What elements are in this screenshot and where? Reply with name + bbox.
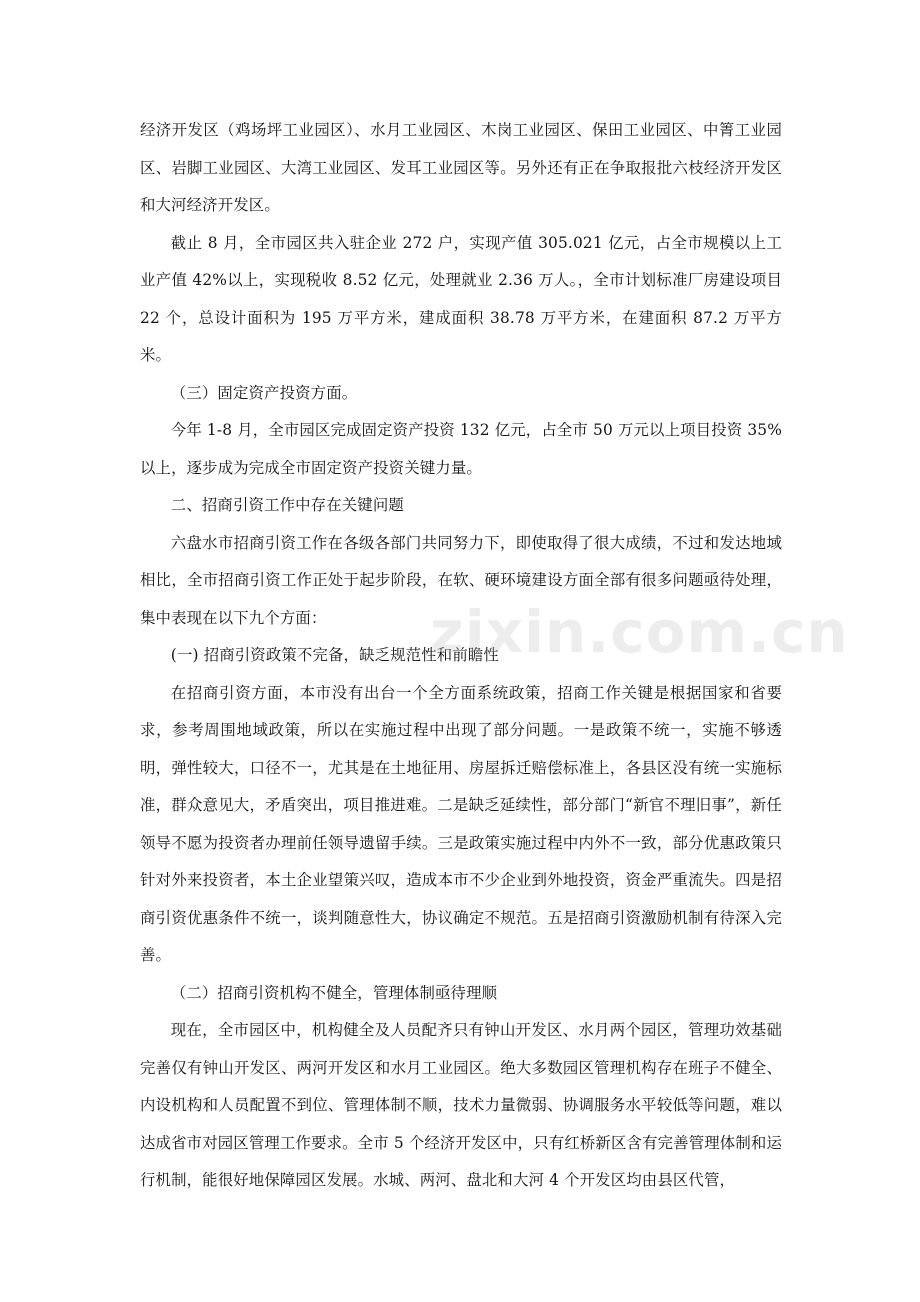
paragraph-fixed-asset-investment: 今年 1-8 月，全市园区完成固定资产投资 132 亿元，占全市 50 万元以上项目投资 35%以上，逐步成为完成全市固定资产投资关键力量。 xyxy=(140,421,782,477)
watermark-text: zixin.com.cn xyxy=(430,598,849,666)
paragraph-development-zones: 经济开发区（鸡场坪工业园区）、水月工业园区、木岗工业园区、保田工业园区、中箐工业园区、岩脚工业园区、大湾工业园区、发耳工业园区等。另外还有正在争取报批六枝经济开发区和大河经济开发区。 xyxy=(140,121,782,214)
heading-fixed-asset-investment: （三）固定资产投资方面。 xyxy=(170,383,358,402)
paragraph-problems-intro: 六盘水市招商引资工作在各级各部门共同努力下，即使取得了很大成绩，不过和发达地域相比，全市招商引资工作正处于起步阶段，在软、硬环境建设方面全部有很多问题亟待处理，集中表现在以下九个方面： xyxy=(140,533,782,627)
heading-institution-incomplete: （二）招商引资机构不健全，管理体制亟待理顺 xyxy=(170,983,498,1002)
heading-policy-incomplete: (一) 招商引资政策不完备，缺乏规范性和前瞻性 xyxy=(170,646,499,664)
paragraph-august-statistics: 截止 8 月，全市园区共入驻企业 272 户，实现产值 305.021 亿元，占全市规模以上工业产值 42%以上，实现税收 8.52 亿元，处理就业 2.36 万人。，全市计划标准厂房建设项目 22 个，总设计面积为 195 万平方米，建成面积 38.78 万平方米，在建面积 87.2 万平方米。 xyxy=(140,233,782,364)
paragraph-policy-issues: 在招商引资方面，本市没有出台一个全方面系统政策，招商工作关键是根据国家和省要求，参考周围地域政策，所以在实施过程中出现了部分问题。一是政策不统一，实施不够透明，弹性较大，口径不一，尤其是在土地征用、房屋拆迁赔偿标准上，各县区没有统一实施标准，群众意见大，矛盾突出，项目推进难。二是缺乏延续性，部分部门“新官不理旧事”，新任领导不愿为投资者办理前任领导遗留手续。三是政策实施过程中内外不一致，部分优惠政策只针对外来投资者，本土企业望策兴叹，造成本市不少企业到外地投资，资金严重流失。四是招商引资优惠条件不统一，谈判随意性大，协议确定不规范。五是招商引资激励机制有待深入完善。 xyxy=(140,683,782,964)
paragraph-institution-issues: 现在，全市园区中，机构健全及人员配齐只有钟山开发区、水月两个园区，管理功效基础完善仅有钟山开发区、两河开发区和水月工业园区。绝大多数园区管理机构存在班子不健全、内设机构和人员配置不到位、管理体制不顺，技术力量微弱、协调服务水平较低等问题，难以达成省市对园区管理工作要求。全市 5 个经济开发区中，只有红桥新区含有完善管理体制和运行机制，能很好地保障园区发展。水城、两河、盘北和大河 4 个开发区均由县区代管， xyxy=(140,1021,782,1189)
heading-key-problems: 二、招商引资工作中存在关键问题 xyxy=(170,496,404,514)
document-body xyxy=(140,112,782,1200)
